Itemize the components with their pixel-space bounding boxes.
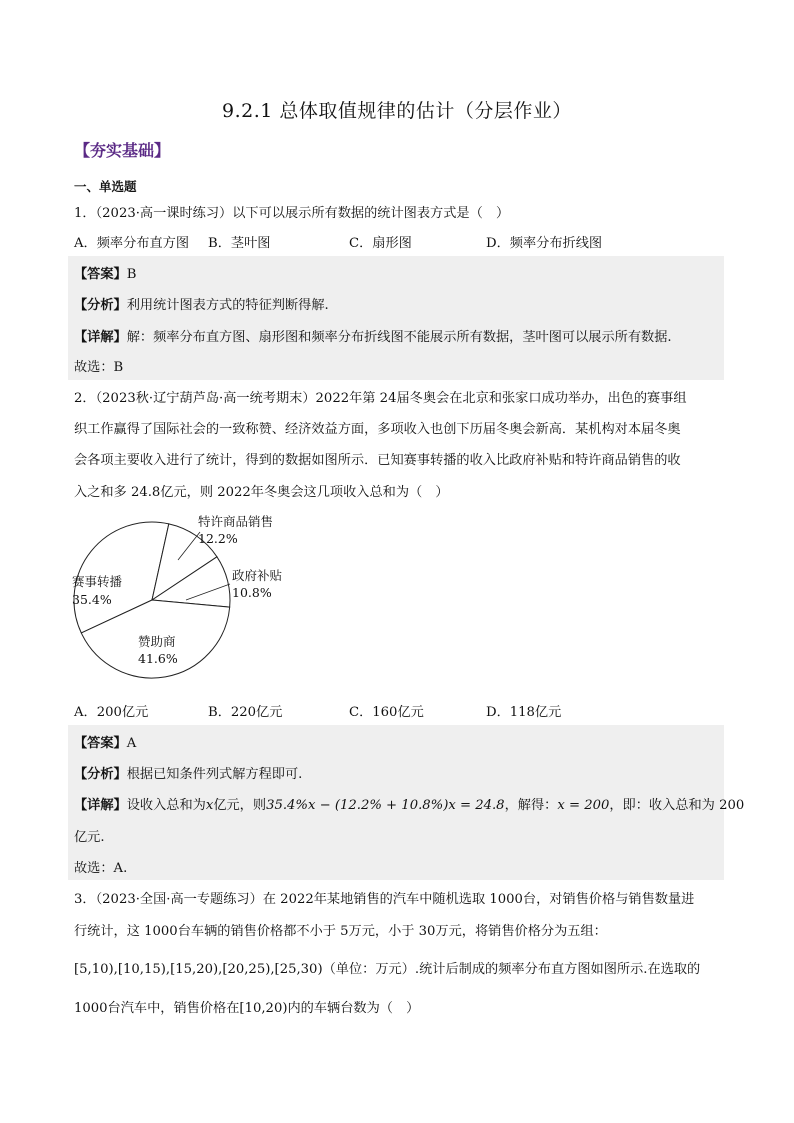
q2-option-d: D．118亿元 (486, 705, 562, 720)
pie-label-1: 赛事转播 (72, 574, 123, 589)
q2-option-a: A．200亿元 (74, 705, 149, 720)
pie-value-4: 41.6% (138, 651, 178, 666)
q2-stem-line-3: 会各项主要收入进行了统计，得到的数据如图所示．已知赛事转播的收入比政府补贴和特许商品销售的收 (74, 453, 681, 468)
q1-analysis: 【分析】利用统计图表方式的特征判断得解. (74, 298, 329, 313)
q1-option-c: C．扇形图 (349, 236, 412, 251)
pie-chart (60, 508, 320, 694)
q3-stem-line-1: 3．（2023·全国·高一专题练习）在 2022年某地销售的汽车中随机选取 1000台，对销售价格与销售数量进 (74, 892, 695, 907)
q3-stem-line-3: [5,10),[10,15),[15,20),[20,25),[25,30)（单位：万元）.统计后制成的频率分布直方图如图所示.在选取的 (74, 962, 701, 977)
pie-label-2: 特许商品销售 (198, 514, 274, 529)
q2-analysis: 【分析】根据已知条件列式解方程即可. (74, 767, 303, 782)
q2-stem-line-4: 入之和多 24.8亿元，则 2022年冬奥会这几项收入总和为（ ） (74, 485, 449, 500)
q1-option-a: A．频率分布直方图 (74, 236, 190, 251)
subsection-heading: 一、单选题 (74, 179, 137, 194)
q1-detail: 【详解】解：频率分布直方图、扇形图和频率分布折线图不能展示所有数据，茎叶图可以展示所有数据. (74, 330, 672, 345)
q1-stem: 1．（2023·高一课时练习）以下可以展示所有数据的统计图表方式是（ ） (74, 206, 510, 221)
page-title: 9.2.1 总体取值规律的估计（分层作业） (222, 100, 572, 122)
q1-solution-box (68, 256, 724, 380)
q1-option-b: B．茎叶图 (208, 236, 271, 251)
q2-choose: 故选：A. (74, 861, 128, 876)
q1-option-d: D．频率分布折线图 (486, 236, 603, 251)
q2-stem-line-1: 2．（2023秋·辽宁葫芦岛·高一统考期末）2022年第 24届冬奥会在北京和张家口成功举办，出色的赛事组 (74, 391, 687, 406)
q3-stem-line-2: 行统计，这 1000台车辆的销售价格都不小于 5万元，小于 30万元，将销售价格分为五组： (74, 924, 607, 939)
pie-value-2: 12.2% (198, 531, 238, 546)
q2-option-b: B．220亿元 (208, 705, 283, 720)
section-heading: 【夯实基础】 (74, 141, 171, 160)
q2-option-c: C．160亿元 (349, 705, 424, 720)
pie-label-4: 赞助商 (138, 634, 176, 649)
q2-detail-cont: 亿元. (74, 830, 105, 845)
q1-answer: 【答案】B (74, 267, 137, 282)
q2-detail: 【详解】设收入总和为x亿元，则35.4%x − (12.2% + 10.8%)x = 24.8，解得：x = 200，即：收入总和为 200 (74, 798, 745, 813)
q2-stem-line-2: 织工作赢得了国际社会的一致称赞、经济效益方面，多项收入也创下历届冬奥会新高．某机构对本届冬奥 (74, 422, 681, 437)
pie-label-3: 政府补贴 (232, 568, 283, 583)
q1-choose: 故选：B (74, 360, 124, 375)
pie-value-3: 10.8% (232, 585, 272, 600)
pie-value-1: 35.4% (72, 592, 112, 607)
q3-stem-line-4: 1000台汽车中，销售价格在[10,20)内的车辆台数为（ ） (74, 1001, 420, 1016)
q2-answer: 【答案】A (74, 736, 137, 751)
